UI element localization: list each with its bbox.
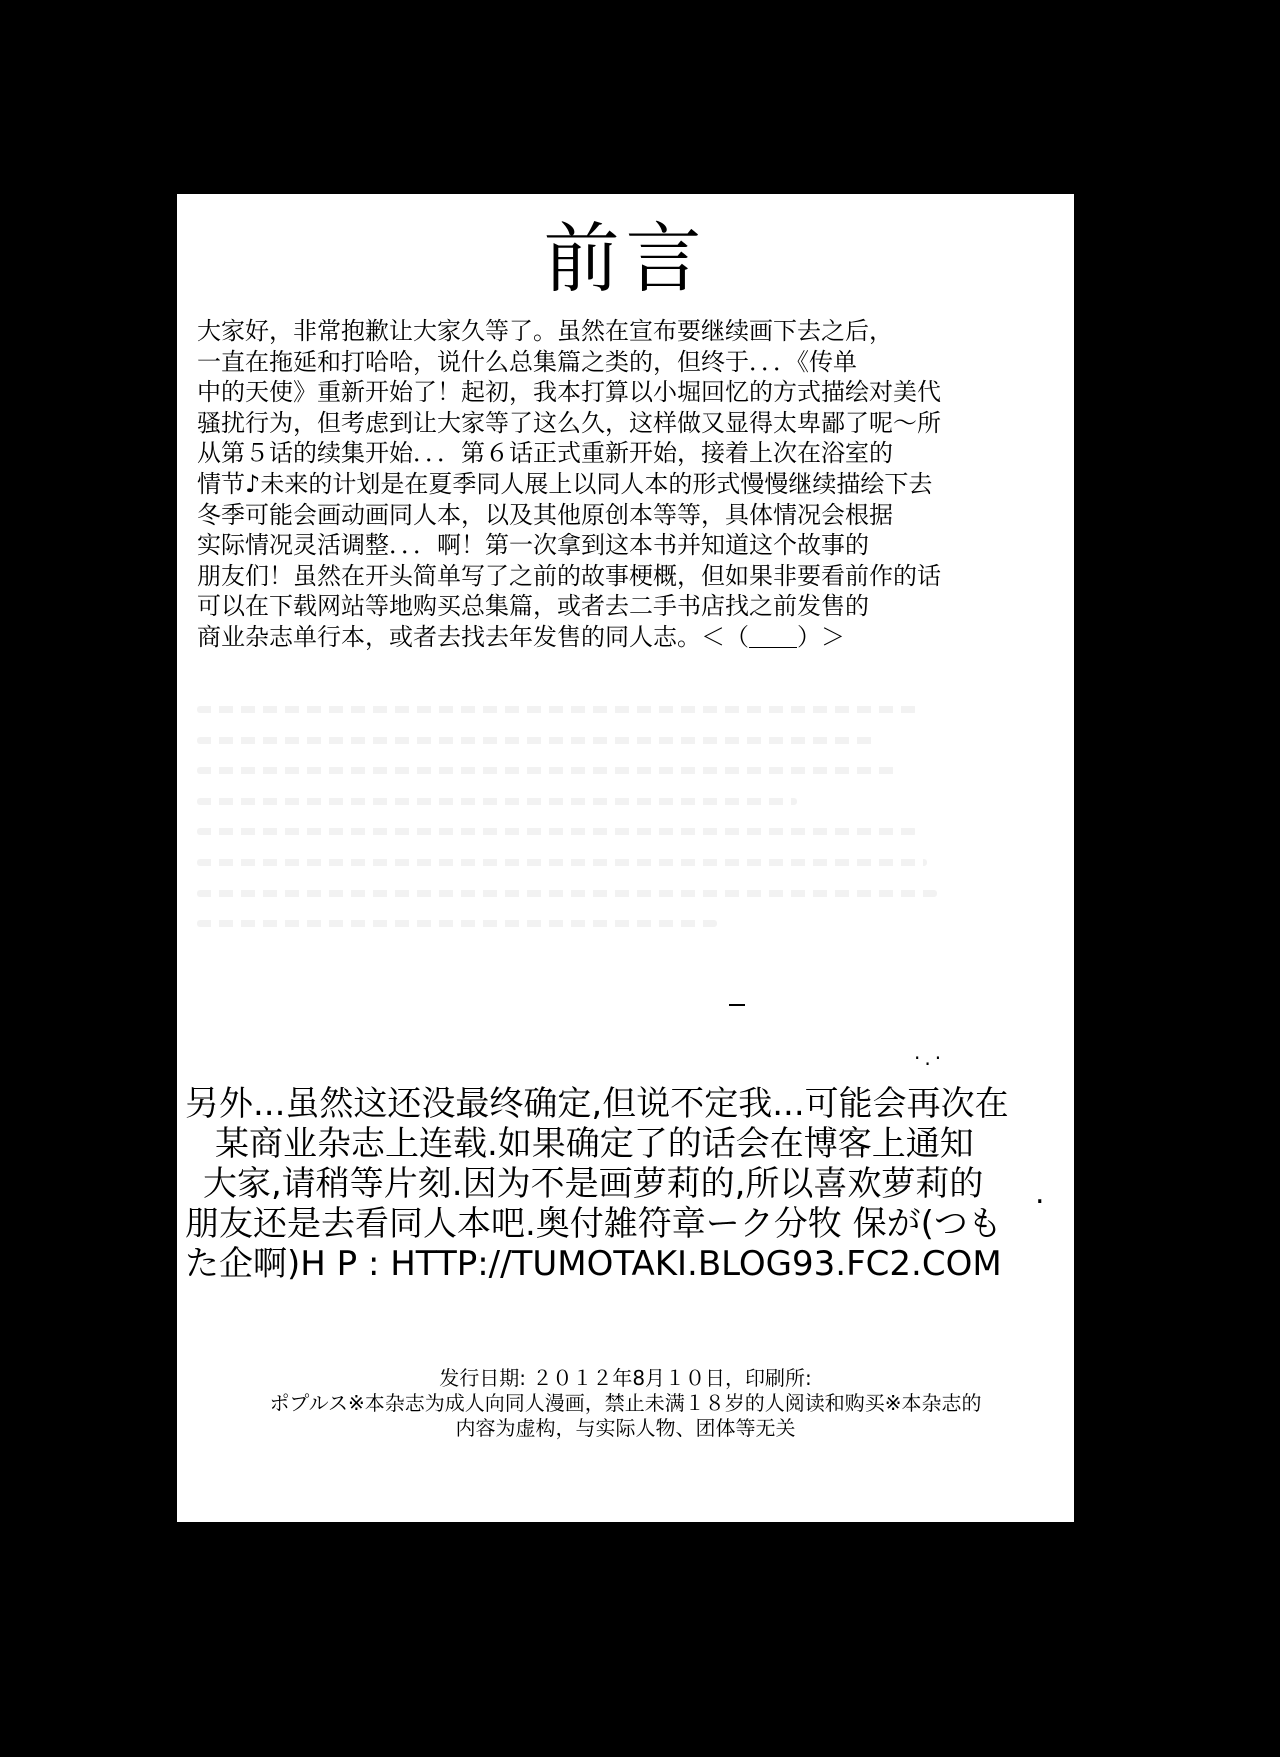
preface-line: 可以在下载网站等地购买总集篇，或者去二手书店找之前发售的 (197, 592, 869, 621)
faded-line (197, 725, 1074, 756)
faded-line (197, 878, 1074, 909)
faded-line (197, 786, 1074, 817)
preface-line: 大家好，非常抱歉让大家久等了。虽然在宣布要继续画下去之后， (197, 317, 893, 345)
document-page (177, 194, 1074, 1522)
faded-line (197, 694, 1074, 725)
preface-line: 朋友们！虽然在开头简单写了之前的故事梗概，但如果非要看前作的话 (197, 561, 941, 590)
colophon (177, 1366, 1074, 1441)
notice-line: た企啊)H P : HTTP://TUMOTAKI.BLOG93.FC2.COM (185, 1244, 1002, 1284)
preface-line: 情节♪未来的计划是在夏季同人展上以同人本的形式慢慢继续描绘下去 (197, 469, 933, 498)
dash-mark (729, 1004, 745, 1006)
colophon-line: 发行日期: ２０１２年8月１０日，印刷所: (439, 1366, 812, 1390)
notice-block (185, 1084, 1009, 1284)
ellipsis-dots: ·.· (914, 1046, 946, 1070)
notice-line: 朋友还是去看同人本吧.奥付雑符章ーク分牧 保が(つも (185, 1204, 1002, 1244)
notice-line: 另外...虽然这还没最终确定,但说不定我...可能会再次在 (185, 1084, 1009, 1124)
page-title: 前言 (543, 214, 708, 303)
notice-line: 大家,请稍等片刻.因为不是画萝莉的,所以喜欢萝莉的 (203, 1164, 984, 1204)
faded-line (197, 908, 1074, 939)
faded-line (197, 847, 1074, 878)
faded-line (197, 755, 1074, 786)
preface-line: 实际情况灵活调整．．．啊！第一次拿到这本书并知道这个故事的 (197, 531, 869, 560)
colophon-line: 内容为虚构，与实际人物、团体等无关 (455, 1416, 796, 1440)
preface-line: 骚扰行为，但考虑到让大家等了这么久，这样做又显得太卑鄙了呢～所 (197, 408, 941, 437)
preface-body (197, 316, 1074, 653)
preface-line: 从第５话的续集开始．．．第６话正式重新开始，接着上次在浴室的 (197, 439, 893, 468)
faded-text-block (197, 694, 1074, 939)
colophon-line: ポプルス※本杂志为成人向同人漫画，禁止未满１８岁的人阅读和购买※本杂志的 (269, 1391, 982, 1415)
faded-line (197, 816, 1074, 847)
preface-line: 冬季可能会画动画同人本，以及其他原创本等等，具体情况会根据 (197, 500, 893, 529)
notice-line: 某商业杂志上连载.如果确定了的话会在博客上通知 (215, 1124, 974, 1164)
trailing-dot: . (1035, 1176, 1045, 1211)
preface-line: 中的天使》重新开始了！起初，我本打算以小堀回忆的方式描绘对美代 (197, 378, 941, 407)
preface-line: 商业杂志单行本，或者去找去年发售的同人志。＜（＿＿）＞ (197, 622, 845, 651)
preface-line: 一直在拖延和打哈哈，说什么总集篇之类的，但终于．．．《传单 (197, 347, 857, 376)
